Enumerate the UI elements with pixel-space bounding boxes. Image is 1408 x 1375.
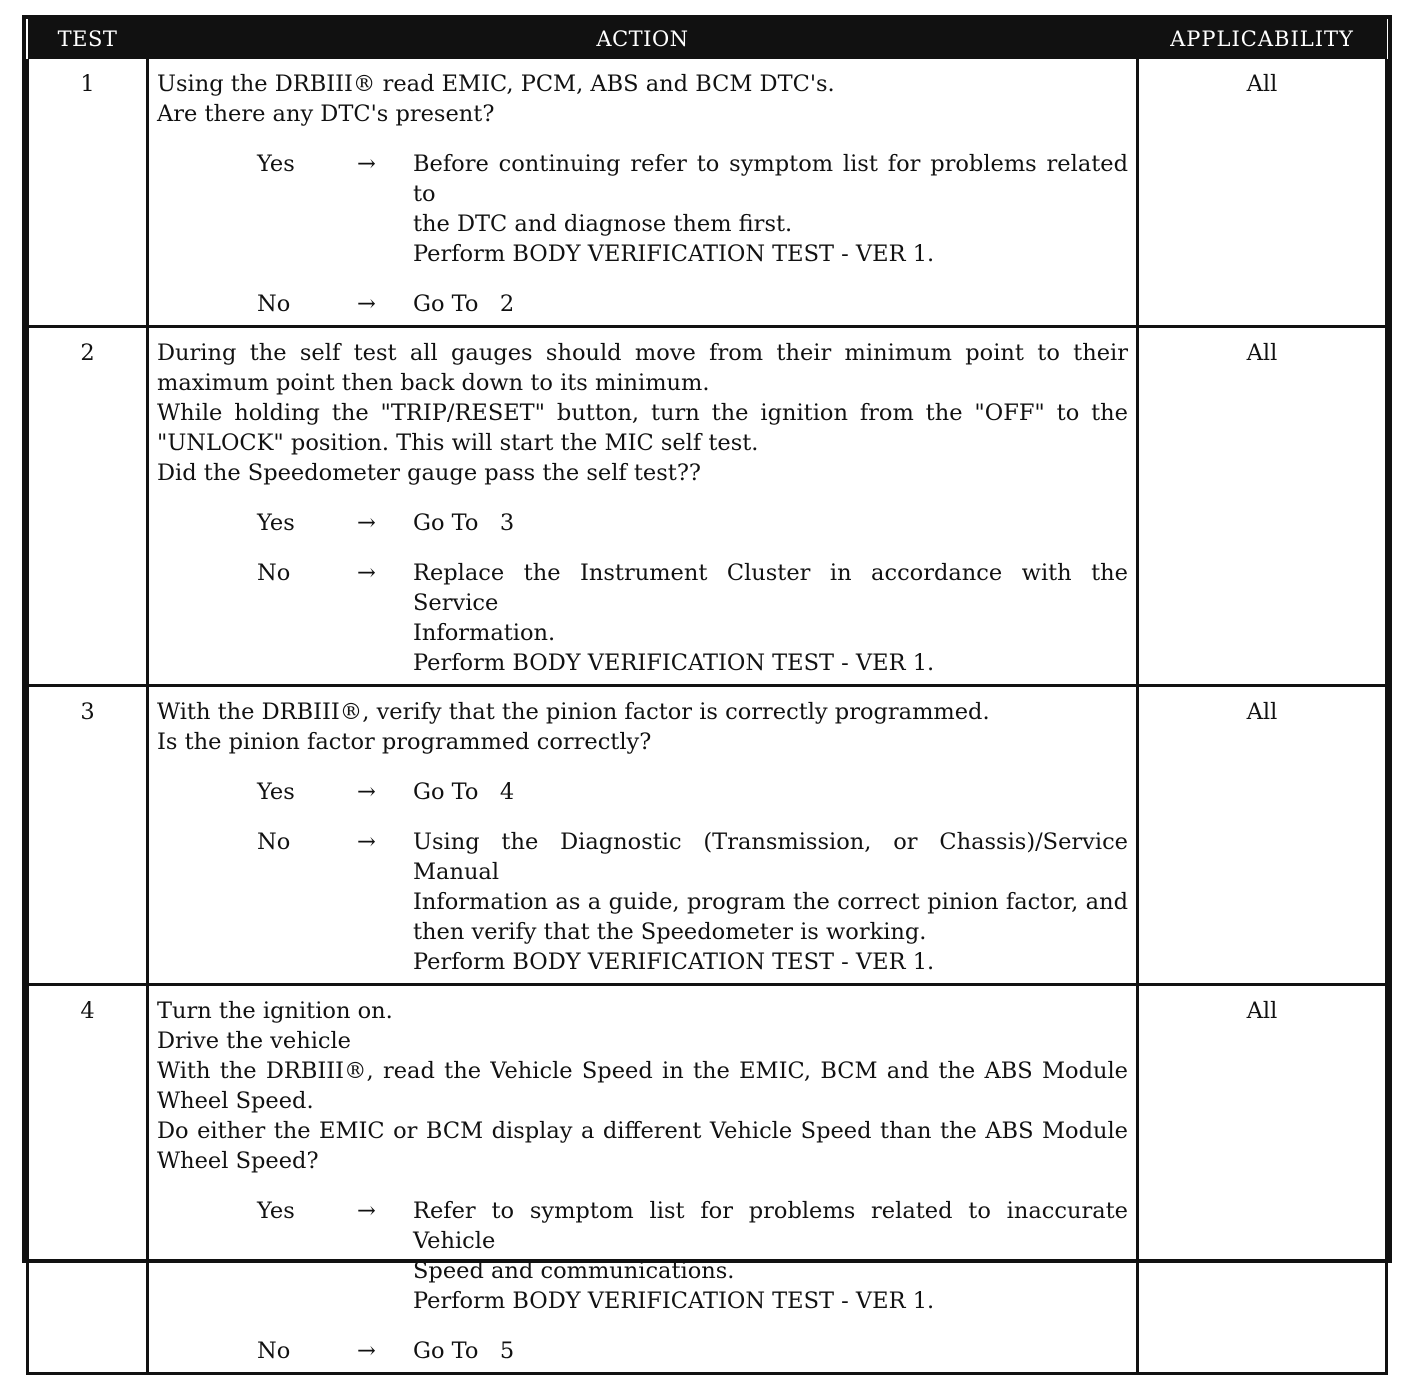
diagnostic-test-table	[22, 15, 1392, 1364]
outcome-line: Before continuing refer to symptom list for problems related to	[413, 151, 1128, 207]
applicability-value: All	[1138, 59, 1387, 327]
arrow-icon: →	[357, 510, 376, 536]
answer-label: No	[257, 560, 291, 586]
question-line: Using the DRBIII® read EMIC, PCM, ABS and BCM DTC's.	[157, 71, 835, 97]
arrow-icon: →	[357, 151, 376, 177]
arrow-icon: →	[357, 560, 376, 586]
action-cell	[148, 686, 1138, 985]
arrow-icon: →	[357, 291, 376, 317]
outcome-text	[413, 827, 1128, 977]
header-applicability: APPLICABILITY	[1138, 19, 1387, 59]
action-cell	[148, 985, 1138, 1374]
question-line: With the DRBIII®, verify that the pinion factor is correctly programmed.	[157, 699, 990, 725]
response-yes	[157, 508, 1128, 538]
outcome-line: Replace the Instrument Cluster in accordance with the Service	[413, 560, 1128, 616]
table-row	[28, 686, 1387, 985]
outcome-line: Go To 4	[413, 779, 515, 805]
outcome-text	[413, 1196, 1128, 1316]
response-yes	[157, 1196, 1128, 1316]
response-yes	[157, 777, 1128, 807]
test-number: 1	[28, 59, 148, 327]
outcome-text	[413, 777, 1128, 807]
outcome-line: Perform BODY VERIFICATION TEST - VER 1.	[413, 241, 935, 267]
outcome-line: Information.	[413, 620, 556, 646]
applicability-value: All	[1138, 327, 1387, 686]
question-line: Wheel Speed.	[157, 1088, 314, 1114]
arrow-icon: →	[357, 829, 376, 855]
question-line: Is the pinion factor programmed correctly?	[157, 729, 652, 755]
applicability-value: All	[1138, 985, 1387, 1374]
outcome-text	[413, 289, 1128, 319]
question-line: Are there any DTC's present?	[157, 101, 495, 127]
response-yes	[157, 149, 1128, 269]
test-number: 3	[28, 686, 148, 985]
question-line: Do either the EMIC or BCM display a different Vehicle Speed than the ABS Module	[157, 1118, 1128, 1144]
question-line: Wheel Speed?	[157, 1148, 319, 1174]
header-action: ACTION	[148, 19, 1138, 59]
arrow-icon: →	[357, 779, 376, 805]
outcome-line: Perform BODY VERIFICATION TEST - VER 1.	[413, 949, 935, 975]
arrow-icon: →	[357, 1198, 376, 1224]
outcome-line: Go To 5	[413, 1338, 515, 1364]
outcome-line: Refer to symptom list for problems related to inaccurate Vehicle	[413, 1198, 1128, 1254]
action-cell	[148, 59, 1138, 327]
header-test: TEST	[28, 19, 148, 59]
test-number: 4	[28, 985, 148, 1374]
answer-label: Yes	[257, 151, 295, 177]
table-row	[28, 327, 1387, 686]
outcome-line: Go To 3	[413, 510, 515, 536]
response-no	[157, 289, 1128, 319]
answer-label: No	[257, 1338, 291, 1364]
question-line: "UNLOCK" position. This will start the MIC self test.	[157, 430, 759, 456]
outcome-line: Information as a guide, program the correct pinion factor, and	[413, 889, 1128, 915]
action-cell	[148, 327, 1138, 686]
outcome-line: Perform BODY VERIFICATION TEST - VER 1.	[413, 1288, 935, 1314]
table-header	[28, 19, 1387, 59]
test-number: 2	[28, 327, 148, 686]
answer-label: Yes	[257, 779, 295, 805]
question-line: maximum point then back down to its minimum.	[157, 370, 710, 396]
question-line: While holding the "TRIP/RESET" button, turn the ignition from the "OFF" to the	[157, 400, 1128, 426]
arrow-icon: →	[357, 1338, 376, 1364]
outcome-text	[413, 508, 1128, 538]
test-table	[26, 19, 1388, 1375]
answer-label: Yes	[257, 510, 295, 536]
question-line: With the DRBIII®, read the Vehicle Speed in the EMIC, BCM and the ABS Module	[157, 1058, 1128, 1084]
question-line: Drive the vehicle	[157, 1028, 351, 1054]
outcome-text	[413, 149, 1128, 269]
response-no	[157, 1336, 1128, 1366]
outcome-line: Speed and communications.	[413, 1258, 735, 1284]
answer-label: Yes	[257, 1198, 295, 1224]
response-no	[157, 558, 1128, 678]
outcome-text	[413, 1336, 1128, 1366]
outcome-line: the DTC and diagnose them first.	[413, 211, 793, 237]
outcome-line: Using the Diagnostic (Transmission, or Chassis)/Service Manual	[413, 829, 1128, 885]
response-no	[157, 827, 1128, 977]
outcome-text	[413, 558, 1128, 678]
answer-label: No	[257, 291, 291, 317]
table-row	[28, 985, 1387, 1374]
outcome-line: then verify that the Speedometer is working.	[413, 919, 927, 945]
answer-label: No	[257, 829, 291, 855]
question-line: Did the Speedometer gauge pass the self test??	[157, 460, 701, 486]
outcome-line: Perform BODY VERIFICATION TEST - VER 1.	[413, 650, 935, 676]
outcome-line: Go To 2	[413, 291, 515, 317]
applicability-value: All	[1138, 686, 1387, 985]
question-line: During the self test all gauges should move from their minimum point to their	[157, 340, 1128, 366]
table-row	[28, 59, 1387, 327]
question-line: Turn the ignition on.	[157, 998, 393, 1024]
